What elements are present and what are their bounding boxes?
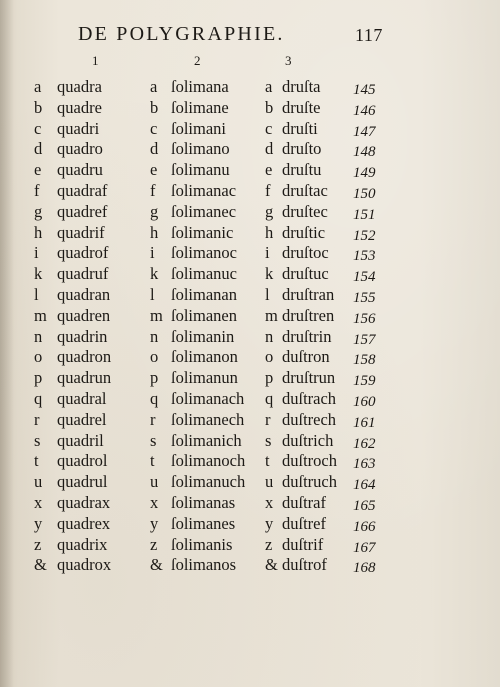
word-col-3: duſtron bbox=[282, 347, 330, 367]
word-col-2: ſolimanoch bbox=[171, 451, 246, 471]
table-row bbox=[0, 306, 500, 327]
word-col-2: ſolimano bbox=[171, 139, 230, 159]
row-number: 148 bbox=[353, 144, 376, 161]
letter-col-1: k bbox=[34, 264, 43, 284]
table-row bbox=[0, 535, 500, 556]
table-row bbox=[0, 410, 500, 431]
word-col-1: quadrix bbox=[57, 534, 108, 554]
word-col-2: ſolimanac bbox=[171, 180, 237, 200]
word-col-3: duſtrof bbox=[282, 555, 327, 575]
letter-col-2: e bbox=[150, 160, 158, 180]
letter-col-2: i bbox=[150, 243, 155, 263]
word-col-3: duſtruch bbox=[282, 472, 337, 492]
letter-col-2: a bbox=[150, 77, 158, 96]
word-col-3: druſtic bbox=[282, 222, 326, 242]
letter-col-1: p bbox=[34, 368, 43, 388]
letter-col-3: g bbox=[265, 201, 274, 221]
row-number: 162 bbox=[353, 435, 376, 452]
letter-col-2: y bbox=[150, 513, 159, 533]
word-col-1: quadri bbox=[57, 118, 100, 138]
letter-col-2: x bbox=[150, 492, 159, 512]
row-number: 161 bbox=[353, 414, 376, 431]
word-col-2: ſolimanin bbox=[171, 326, 235, 346]
word-col-1: quadral bbox=[57, 388, 107, 408]
letter-col-1: n bbox=[34, 326, 43, 346]
word-col-2: ſolimani bbox=[171, 118, 226, 138]
row-number: 152 bbox=[353, 227, 376, 244]
word-col-1: quadrel bbox=[57, 409, 107, 429]
word-col-2: ſolimanuch bbox=[171, 472, 246, 492]
word-col-2: ſolimanas bbox=[171, 492, 236, 512]
row-number: 145 bbox=[353, 82, 376, 98]
word-col-3: duſtraf bbox=[282, 492, 326, 512]
word-col-1: quadren bbox=[57, 305, 111, 325]
row-number: 154 bbox=[353, 269, 376, 286]
word-col-3: druſti bbox=[282, 118, 318, 138]
word-col-1: quadrof bbox=[57, 243, 109, 263]
letter-col-1: d bbox=[34, 139, 43, 159]
word-col-1: quadrun bbox=[57, 368, 112, 388]
word-col-1: quadrol bbox=[57, 451, 108, 471]
table-row bbox=[0, 243, 500, 264]
row-number: 166 bbox=[353, 518, 376, 535]
letter-col-3: c bbox=[265, 118, 273, 138]
word-col-3: druſtuc bbox=[282, 264, 329, 284]
row-number: 167 bbox=[353, 539, 376, 556]
letter-col-3: m bbox=[265, 305, 278, 325]
letter-col-3: u bbox=[265, 472, 274, 492]
letter-col-3: a bbox=[265, 77, 273, 96]
letter-col-1: & bbox=[34, 555, 47, 575]
word-col-2: ſolimanich bbox=[171, 430, 242, 450]
word-col-2: ſolimanoc bbox=[171, 243, 237, 263]
letter-col-1: f bbox=[34, 180, 40, 200]
word-col-3: druſtoc bbox=[282, 243, 329, 263]
row-number: 156 bbox=[353, 310, 376, 327]
table-row bbox=[0, 98, 500, 119]
letter-col-3: x bbox=[265, 492, 274, 512]
letter-col-3: q bbox=[265, 388, 274, 408]
word-col-3: druſta bbox=[282, 77, 321, 96]
row-number: 157 bbox=[353, 331, 376, 348]
word-col-1: quadraf bbox=[57, 180, 108, 200]
letter-col-1: u bbox=[34, 472, 43, 492]
word-col-3: duſtroch bbox=[282, 451, 337, 471]
word-col-1: quadrul bbox=[57, 472, 108, 492]
row-number: 151 bbox=[353, 206, 376, 223]
word-col-3: duſtrech bbox=[282, 409, 337, 429]
page-header bbox=[0, 19, 500, 49]
letter-col-2: t bbox=[150, 451, 155, 471]
letter-col-1: l bbox=[34, 284, 39, 304]
row-number: 163 bbox=[353, 456, 376, 473]
letter-col-1: e bbox=[34, 160, 42, 180]
page-number: 117 bbox=[355, 25, 383, 45]
word-col-2: ſolimanis bbox=[171, 534, 233, 554]
word-col-1: quadruf bbox=[57, 264, 109, 284]
letter-col-3: f bbox=[265, 180, 271, 200]
word-col-3: druſtac bbox=[282, 180, 328, 200]
row-number: 147 bbox=[353, 123, 376, 140]
word-col-2: ſolimanen bbox=[171, 305, 237, 325]
word-col-1: quadril bbox=[57, 430, 104, 450]
word-col-1: quadrox bbox=[57, 555, 112, 575]
word-col-2: ſolimanos bbox=[171, 555, 237, 575]
table-row bbox=[0, 472, 500, 493]
letter-col-1: q bbox=[34, 388, 43, 408]
table-row bbox=[0, 389, 500, 410]
letter-col-3: y bbox=[265, 513, 274, 533]
row-number: 150 bbox=[353, 185, 376, 202]
row-number: 164 bbox=[353, 477, 376, 494]
letter-col-3: p bbox=[265, 368, 274, 388]
column-number-1: 1 bbox=[92, 53, 99, 68]
table-row bbox=[0, 223, 500, 244]
row-number: 165 bbox=[353, 497, 376, 514]
row-number: 153 bbox=[353, 248, 376, 265]
word-col-3: druſtren bbox=[282, 305, 335, 325]
letter-col-1: o bbox=[34, 347, 43, 367]
letter-col-2: p bbox=[150, 368, 159, 388]
table-row bbox=[0, 514, 500, 535]
letter-col-2: b bbox=[150, 97, 159, 117]
letter-col-1: r bbox=[34, 409, 40, 429]
letter-col-1: x bbox=[34, 492, 43, 512]
word-col-3: druſtrun bbox=[282, 368, 336, 388]
letter-col-3: l bbox=[265, 284, 270, 304]
word-col-2: ſolimanuc bbox=[171, 264, 237, 284]
word-col-1: quadron bbox=[57, 347, 112, 367]
table-row bbox=[0, 160, 500, 181]
letter-col-2: n bbox=[150, 326, 159, 346]
letter-col-3: n bbox=[265, 326, 274, 346]
letter-col-2: c bbox=[150, 118, 158, 138]
letter-col-3: h bbox=[265, 222, 274, 242]
row-number: 155 bbox=[353, 289, 376, 306]
table-row bbox=[0, 181, 500, 202]
letter-col-2: s bbox=[150, 430, 157, 450]
word-col-2: ſolimanan bbox=[171, 284, 237, 304]
word-col-1: quadre bbox=[57, 97, 102, 117]
word-col-2: ſolimanech bbox=[171, 409, 245, 429]
word-col-1: quadrax bbox=[57, 492, 111, 512]
letter-col-2: f bbox=[150, 180, 156, 200]
letter-col-2: k bbox=[150, 264, 159, 284]
table-row bbox=[0, 119, 500, 140]
table-row bbox=[0, 347, 500, 368]
row-number: 168 bbox=[353, 560, 376, 577]
running-head: DE POLYGRAPHIE. bbox=[78, 23, 285, 45]
table-row bbox=[0, 451, 500, 472]
word-col-2: ſolimana bbox=[171, 77, 229, 96]
letter-col-3: k bbox=[265, 264, 274, 284]
word-col-2: ſolimane bbox=[171, 97, 229, 117]
letter-col-2: & bbox=[150, 555, 163, 575]
letter-col-3: i bbox=[265, 243, 270, 263]
word-col-2: ſolimanic bbox=[171, 222, 234, 242]
letter-col-1: g bbox=[34, 201, 43, 221]
letter-col-1: z bbox=[34, 534, 42, 554]
word-col-1: quadro bbox=[57, 139, 103, 159]
table-row bbox=[0, 327, 500, 348]
word-col-2: ſolimanun bbox=[171, 368, 238, 388]
word-col-3: druſtrin bbox=[282, 326, 332, 346]
table-row bbox=[0, 431, 500, 452]
letter-col-3: o bbox=[265, 347, 274, 367]
word-col-3: duſtref bbox=[282, 513, 326, 533]
letter-col-2: r bbox=[150, 409, 156, 429]
letter-col-3: e bbox=[265, 160, 273, 180]
letter-col-3: & bbox=[265, 555, 278, 575]
table-row bbox=[0, 77, 500, 98]
letter-col-1: s bbox=[34, 430, 41, 450]
word-col-1: quadran bbox=[57, 284, 111, 304]
letter-col-2: q bbox=[150, 388, 159, 408]
word-col-1: quadref bbox=[57, 201, 108, 221]
row-number: 160 bbox=[353, 393, 376, 410]
letter-col-1: y bbox=[34, 513, 43, 533]
letter-col-2: d bbox=[150, 139, 159, 159]
word-col-1: quadrif bbox=[57, 222, 105, 242]
word-col-1: quadru bbox=[57, 160, 103, 180]
word-col-2: ſolimanach bbox=[171, 388, 245, 408]
column-number-2: 2 bbox=[194, 53, 201, 68]
word-col-3: druſtran bbox=[282, 284, 335, 304]
letter-col-3: d bbox=[265, 139, 274, 159]
letter-col-1: i bbox=[34, 243, 39, 263]
word-col-1: quadrin bbox=[57, 326, 108, 346]
word-col-3: duſtrich bbox=[282, 430, 334, 450]
row-number: 159 bbox=[353, 373, 376, 390]
word-col-2: ſolimanu bbox=[171, 160, 230, 180]
table-row bbox=[0, 368, 500, 389]
word-col-2: ſolimanec bbox=[171, 201, 237, 221]
letter-col-2: h bbox=[150, 222, 159, 242]
letter-col-1: c bbox=[34, 118, 42, 138]
letter-col-2: u bbox=[150, 472, 159, 492]
row-number: 158 bbox=[353, 352, 376, 369]
letter-col-3: t bbox=[265, 451, 270, 471]
letter-col-3: z bbox=[265, 534, 273, 554]
letter-col-2: o bbox=[150, 347, 159, 367]
word-col-3: druſtec bbox=[282, 201, 328, 221]
table-row bbox=[0, 493, 500, 514]
word-col-2: ſolimanon bbox=[171, 347, 238, 367]
letter-col-3: r bbox=[265, 409, 271, 429]
letter-col-1: b bbox=[34, 97, 43, 117]
letter-col-1: m bbox=[34, 305, 47, 325]
word-col-1: quadrex bbox=[57, 513, 111, 533]
row-number: 149 bbox=[353, 165, 376, 182]
letter-col-2: z bbox=[150, 534, 158, 554]
letter-col-3: s bbox=[265, 430, 272, 450]
letter-col-2: g bbox=[150, 201, 159, 221]
table-row bbox=[0, 264, 500, 285]
word-col-3: druſte bbox=[282, 97, 321, 117]
letter-col-2: m bbox=[150, 305, 163, 325]
table-row bbox=[0, 555, 500, 576]
cipher-table bbox=[0, 77, 500, 576]
letter-col-2: l bbox=[150, 284, 155, 304]
word-col-3: duſtrach bbox=[282, 388, 337, 408]
word-col-3: druſto bbox=[282, 139, 322, 159]
table-row bbox=[0, 202, 500, 223]
letter-col-1: h bbox=[34, 222, 43, 242]
row-number: 146 bbox=[353, 102, 376, 119]
table-row bbox=[0, 139, 500, 160]
word-col-3: druſtu bbox=[282, 160, 322, 180]
word-col-1: quadra bbox=[57, 77, 102, 96]
word-col-2: ſolimanes bbox=[171, 513, 236, 533]
column-number-3: 3 bbox=[285, 53, 292, 68]
table-row bbox=[0, 285, 500, 306]
letter-col-3: b bbox=[265, 97, 274, 117]
letter-col-1: a bbox=[34, 77, 42, 96]
letter-col-1: t bbox=[34, 451, 39, 471]
word-col-3: duſtrif bbox=[282, 534, 324, 554]
